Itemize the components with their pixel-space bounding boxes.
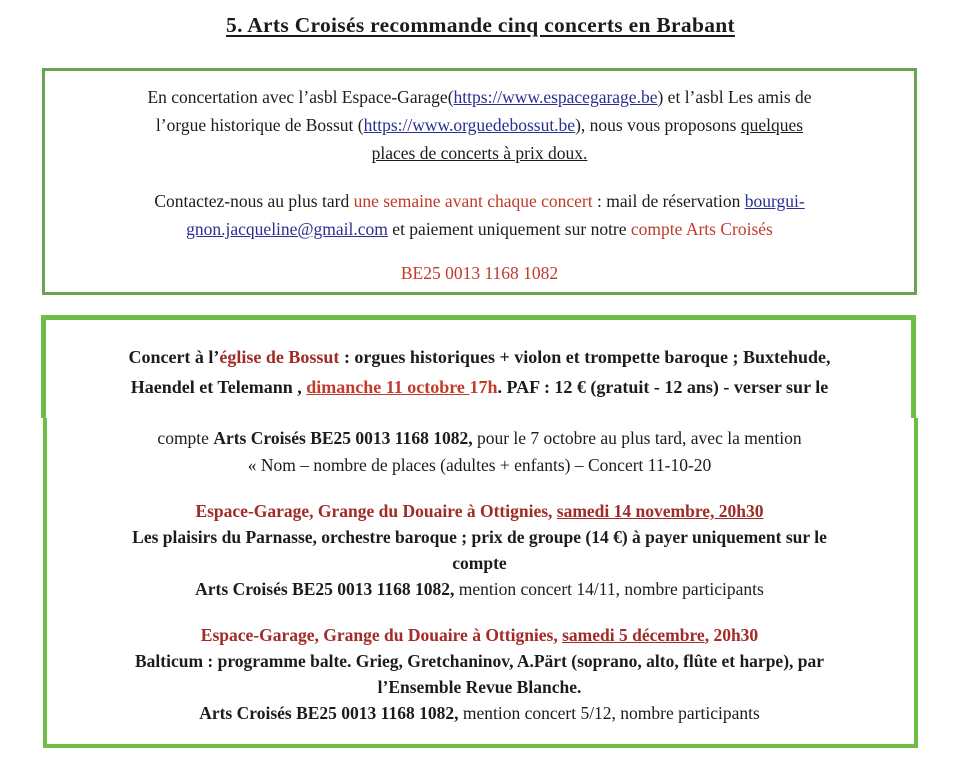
decembre-body-line-1 [41, 648, 918, 674]
bossut-payment-line-2 [41, 452, 918, 479]
text-segment: l’orgue historique de Bossut ( [155, 115, 364, 135]
collaboration-line-3 [45, 139, 914, 167]
text-segment: Haendel et Telemann , [130, 377, 307, 397]
text-segment: En concertation avec l’asbl Espace-Garage( [147, 87, 454, 107]
contact-line-2 [45, 215, 914, 243]
text-segment: et paiement uniquement sur notre [387, 219, 631, 239]
collaboration-line-1 [45, 83, 914, 111]
reservation-email-link[interactable]: gnon.jacqueline@gmail.com [186, 219, 388, 239]
bossut-line-2 [41, 372, 918, 402]
text-segment: compte [452, 553, 507, 573]
text-segment: ) et l’asbl Les amis de [657, 87, 812, 107]
concerts-box [41, 315, 918, 748]
concert-novembre-block [41, 498, 918, 602]
text-segment: Concert à l’ [128, 347, 220, 367]
decembre-heading [41, 622, 918, 648]
bossut-payment-line-1 [41, 425, 918, 452]
date-text-underlined: samedi 14 novembre, 20h30 [556, 501, 764, 521]
text-segment-underlined: places de concerts à prix doux. [371, 143, 588, 163]
page-title-text: 5. Arts Croisés recommande cinq concerts en Brabant [226, 13, 735, 37]
text-segment: . PAF : 12 € (gratuit - 12 ans) - verser sur le [497, 377, 829, 397]
text-segment: l’Ensemble Revue Blanche. [377, 677, 582, 697]
text-segment: compte [157, 428, 214, 448]
time-text: 17h [469, 377, 498, 397]
date-text-underlined: samedi 5 décembre [562, 625, 705, 645]
deadline-text: une semaine avant chaque concert [353, 191, 593, 211]
novembre-payment-line [41, 576, 918, 602]
novembre-body-line-2 [41, 550, 918, 576]
time-text: , 20h30 [704, 625, 759, 645]
text-segment: mention concert 14/11, nombre participants [454, 579, 764, 599]
concerts-content [41, 315, 918, 748]
text-segment: Les plaisirs du Parnasse, orchestre baroque ; prix de groupe (14 €) à payer uniquement sur le [132, 527, 827, 547]
text-segment-underlined: quelques [740, 115, 804, 135]
concert-bossut-payment [41, 425, 918, 479]
concert-decembre-block [41, 622, 918, 726]
venue-text: Espace-Garage, Grange du Douaire à Ottignies, [200, 625, 563, 645]
decembre-body-line-2 [41, 674, 918, 700]
contact-line-1 [45, 187, 914, 215]
orguedebossut-link[interactable]: https://www.orguedebossut.be [363, 115, 576, 135]
account-number-text: Arts Croisés BE25 0013 1168 1082, [199, 703, 459, 723]
venue-text: Espace-Garage, Grange du Douaire à Ottignies, [195, 501, 557, 521]
page-title [0, 13, 961, 38]
text-segment: : orgues historiques + violon et trompette baroque ; Buxtehude, [339, 347, 831, 367]
intro-contact-paragraph [45, 187, 914, 243]
espacegarage-link[interactable]: https://www.espacegarage.be [453, 87, 658, 107]
text-segment: pour le 7 octobre au plus tard, avec la mention [472, 428, 802, 448]
bossut-line-1 [41, 342, 918, 372]
reservation-email-link[interactable]: bourgui- [744, 191, 805, 211]
text-segment: mention concert 5/12, nombre participants [458, 703, 760, 723]
intro-collaboration-paragraph [45, 83, 914, 167]
decembre-payment-line [41, 700, 918, 726]
novembre-heading [41, 498, 918, 524]
collaboration-line-2 [45, 111, 914, 139]
text-segment: « Nom – nombre de places (adultes + enfants) – Concert 11-10-20 [247, 455, 712, 475]
intro-box [42, 68, 917, 295]
account-number-text: Arts Croisés BE25 0013 1168 1082, [213, 428, 473, 448]
novembre-body-line-1 [41, 524, 918, 550]
intro-account-number: BE25 0013 1168 1082 [400, 263, 559, 283]
account-name-text: compte Arts Croisés [630, 219, 773, 239]
venue-text: église de Bossut [219, 347, 340, 367]
account-number-text: Arts Croisés BE25 0013 1168 1082, [195, 579, 455, 599]
concert-bossut-details [41, 342, 918, 402]
text-segment: Balticum : programme balte. Grieg, Gretchaninov, A.Pärt (soprano, alto, flûte et harpe), par [134, 651, 825, 671]
text-segment: ), nous vous proposons [575, 115, 741, 135]
text-segment: : mail de réservation [592, 191, 745, 211]
text-segment: Contactez-nous au plus tard [154, 191, 354, 211]
date-text-underlined: dimanche 11 octobre [306, 377, 470, 397]
